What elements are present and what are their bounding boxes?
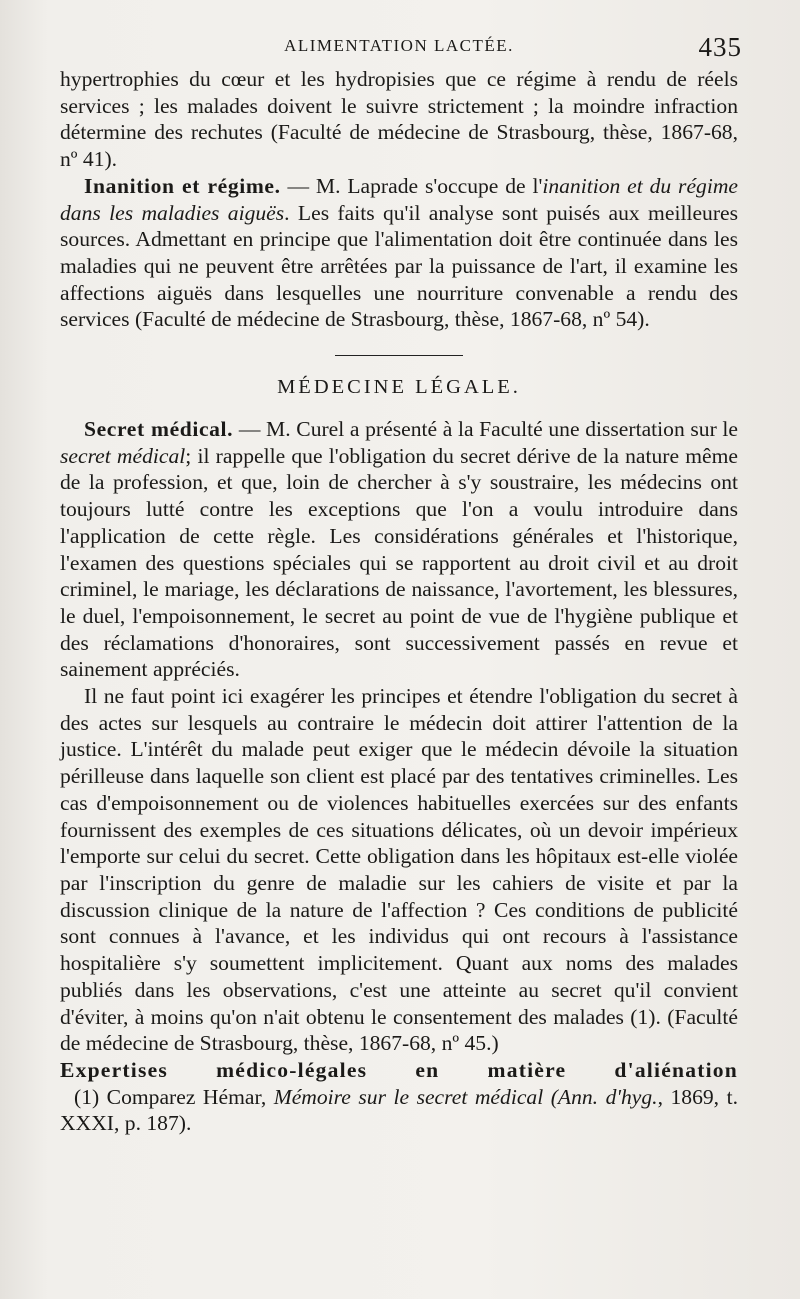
footnote-prefix: (1) Comparez Hémar, [74,1084,274,1109]
paragraph-text: — M. Curel a présenté à la Faculté une dissertation sur le [238,417,739,442]
paragraph-lead-secret: Secret médical. [84,417,234,442]
section-title: MÉDECINE LÉGALE. [277,376,521,399]
body-text [60,66,738,1137]
thesis-title-italic: inanition et du régime dans les maladies aiguës [60,173,738,225]
paragraph-lead-inanition: Inanition et régime. [84,173,281,198]
footnote-suffix: , 1869, t. XXXI, p. 187). [60,1084,738,1136]
running-title: ALIMENTATION LACTÉE. [284,36,514,55]
footnote [60,1084,738,1137]
paragraph-continuation: hypertrophies du cœur et les hydropisies que ce régime à rendu de réels services ; les malades doivent le suivre strictement ; la moindre infraction détermine des rechutes (Faculté de médecine de Strasbourg, thèse, 1867-68, nº 41). [60,67,738,172]
paragraph-secret [60,416,738,683]
paragraph-text: ; il rappelle que l'obligation du secret dérive de la nature même de la profession, et que, loin de chercher à s'y soustraire, les médecins ont toujours lutté contre les exceptions que l'on a voulu introduire dans l'application de cette règle. Les considérations générales et l'historique, l'examen des questions spéciales qui se rapportent au droit civil et au droit criminel, le mariage, les déclarations de naissance, l'avortement, les blessures, le duel, l'empoisonnement, le secret au point de vue de l'hygiène publique et des réclamations d'honoraires, sont successivement passés en revue et sainement appréciés. [60,443,739,682]
section-divider [335,355,463,356]
paragraph-obligation: Il ne faut point ici exagérer les principes et étendre l'obligation du secret à des actes sur lesquels au contraire le médecin doit attirer l'attention de la justice. L'intérêt du malade peut exiger que le médecin dévoile la situation périlleuse dans laquelle son client est placé par des tentatives criminelles. Les cas d'empoisonnement ou de violences habituelles exercées sur des enfants fournissent des exemples de ces situations délicates, où un devoir impérieux l'emporte sur celui du secret. Cette obligation dans les hôpitaux est-elle violée par l'inscription du genre de maladie sur les cahiers de visite et par la discussion clinique de la nature de l'affection ? Ces conditions de publicité sont connues à l'avance, et les individus qui ont recours à l'assistance hospitalière s'y soumettent implicitement. Quant aux noms des malades publiés dans les observations, c'est une atteinte au secret qu'il convient d'éviter, à moins qu'on n'ait obtenu le consentement des malades (1). (Faculté de médecine de Strasbourg, thèse, 1867-68, nº 45.) [60,684,738,1056]
paragraph-dash: — M. Laprade s'occupe de l' [287,173,543,198]
page-header [60,30,742,66]
paragraph-text: . Les faits qu'il analyse sont puisés aux meilleures sources. Admettant en principe que l'alimentation doit être continuée dans les maladies qui ne peuvent être arrêtées par la puissance de l'art, il examine les affections aiguës dans lesquelles une nourriture convenable a rendu des services (Faculté de médecine de Strasbourg, thèse, 1867-68, nº 54). [60,200,739,332]
paragraph-inanition [60,173,738,333]
dissertation-title-italic: secret médical [60,443,186,468]
page-number: 435 [698,32,742,62]
footnote-title-italic: Mémoire sur le secret médical (Ann. d'hyg. [273,1084,658,1109]
next-section-heading: Expertises médico-légales en matière d'aliénation [60,1057,738,1082]
